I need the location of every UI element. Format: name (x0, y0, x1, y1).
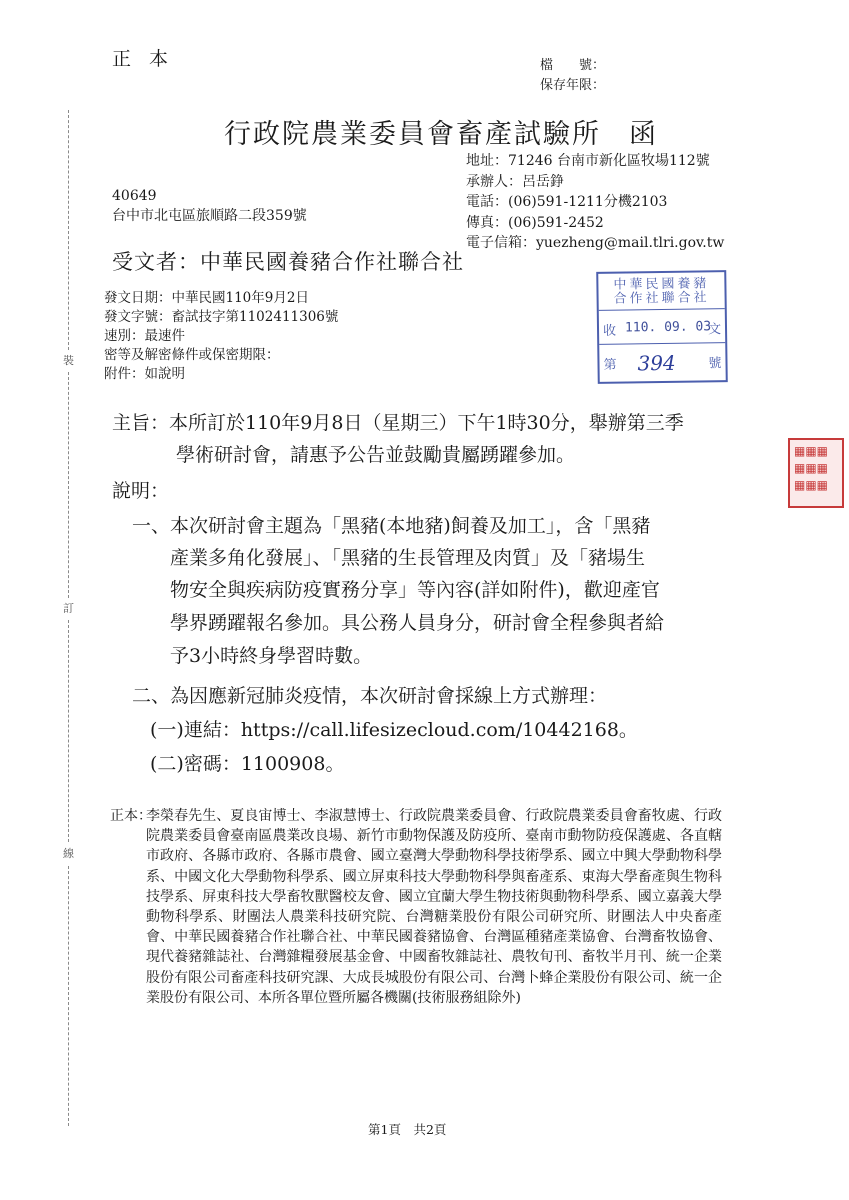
contact-person: 承辦人：呂岳錚 (466, 173, 564, 190)
postcode: 40649 (112, 188, 157, 204)
item1-line-1: 一、本次研討會主題為「黑豬(本地豬)飼養及加工」，含「黑豬 (132, 515, 651, 537)
archive-info (540, 56, 605, 96)
stamp-organization (606, 277, 716, 307)
issue-date: 發文日期：中華民國110年9月2日 (104, 290, 309, 306)
explanation-label: 說明： (112, 480, 170, 502)
stamp-last-char: 號 (708, 356, 722, 372)
subject-line-2: 學術研討會，請惠予公告並鼓勵貴屬踴躍參加。 (176, 444, 576, 466)
archive-number-label: 檔 號： (540, 58, 606, 73)
document-kind: 函 (629, 119, 658, 150)
issuing-organization: 行政院農業委員會畜產試驗所 (224, 119, 601, 150)
binding-mark-ding: 訂 (63, 602, 74, 615)
stamp-number: 394 (637, 350, 676, 376)
stamp-divider (599, 342, 725, 345)
document-title (224, 112, 658, 151)
subject-line-1: 主旨：本所訂於110年9月8日（星期三）下午1時30分，舉辦第三季 (112, 412, 684, 434)
binding-rule (68, 620, 69, 842)
sender-address: 地址：71246 台南市新化區牧場112號 (466, 153, 710, 169)
stamp-date: 110. 09. 03 (624, 319, 712, 336)
contact-fax: 傳真：(06)591-2452 (466, 214, 604, 231)
contact-email: 電子信箱：yuezheng@mail.tlri.gov.tw (466, 235, 725, 251)
official-seal: ▦▦▦ ▦▦▦ ▦▦▦ (788, 438, 844, 508)
contact-phone: 電話：(06)591-1211分機2103 (466, 194, 668, 210)
urgency: 速別：最速件 (104, 328, 185, 344)
stamp-left-char: 收 (602, 323, 617, 339)
item2: 二、為因應新冠肺炎疫情，本次研討會採線上方式辦理： (132, 685, 608, 707)
stamp-right-char: 文 (707, 322, 722, 338)
item1-line-4: 學界踴躍報名參加。具公務人員身分，研討會全程參與者給 (170, 612, 665, 634)
document-number: 發文字號：畜試技字第1102411306號 (104, 309, 339, 325)
item1-line-2: 產業多角化發展」、「黑豬的生長管理及肉質」及「豬場生 (170, 547, 646, 569)
item1-line-5: 予3小時終身學習時數。 (170, 645, 373, 667)
item2-link: (一)連結：https://call.lifesizecloud.com/10442168。 (150, 719, 638, 741)
item1-line-3: 物安全與疾病防疫實務分享」等內容(詳如附件)，歡迎產官 (170, 579, 660, 601)
binding-rule (68, 110, 69, 350)
attachments: 附件：如說明 (104, 366, 185, 382)
mailing-address: 台中市北屯區旅順路二段359號 (112, 208, 307, 224)
stamp-org-line-1: 中華民國養豬 (613, 276, 710, 293)
stamp-divider (599, 308, 725, 311)
copies-recipients: 李榮春先生、夏良宙博士、李淑慧博士、行政院農業委員會、行政院農業委員會畜牧處、行政院農業委員會臺南區農業改良場、新竹市動物保護及防疫所、臺南市動物防疫保護處、各直轄市政府、各縣市政府、各縣市農會、國立臺灣大學動物科學技術學系、國立中興大學動物科學系、中國文化大學動物科學系、國立屏東科技大學動物科學與畜產系、東海大學畜產與生物科技學系、屏東科技大學畜牧獸醫校友會、國立宜蘭大學生物技術與動物科學系、國立嘉義大學動物科學系、財團法人農業科技研究院、台灣糖業股份有限公司研究所、財團法人中央畜產會、中華民國養豬合作社聯合社、中華民國養豬協會、台灣區種豬產業協會、台灣畜牧協會、現代養豬雜誌社、台灣雜糧發展基金會、中國畜牧雜誌社、農牧旬刊、畜牧半月刊、統一企業股份有限公司畜產科技研究課、大成長城股份有限公司、台灣卜蜂企業股份有限公司、統一企業股份有限公司、本所各單位暨所屬各機關(技術服務組除外) (146, 808, 722, 1006)
recipient: 受文者：中華民國養豬合作社聯合社 (112, 250, 464, 274)
retention-period-label: 保存年限： (540, 78, 606, 93)
received-stamp (596, 270, 728, 384)
binding-mark-xian: 線 (63, 847, 74, 860)
stamp-org-line-2: 合作社聯合社 (613, 290, 710, 307)
document-meta (104, 289, 338, 384)
binding-rule (68, 866, 69, 1126)
binding-rule (68, 372, 69, 598)
stamp-first-char: 第 (603, 357, 617, 373)
item2-password: (二)密碼：1100908。 (150, 753, 345, 775)
copy-type-label: 正本 (112, 48, 187, 70)
sender-contact-block (466, 151, 724, 254)
copies-label: 正本： (110, 808, 152, 824)
confidentiality: 密等及解密條件或保密期限： (104, 347, 280, 363)
mailing-address-block (112, 186, 307, 226)
binding-mark-zhuang: 裝 (63, 354, 74, 367)
page-number: 第1頁 共2頁 (368, 1122, 447, 1137)
